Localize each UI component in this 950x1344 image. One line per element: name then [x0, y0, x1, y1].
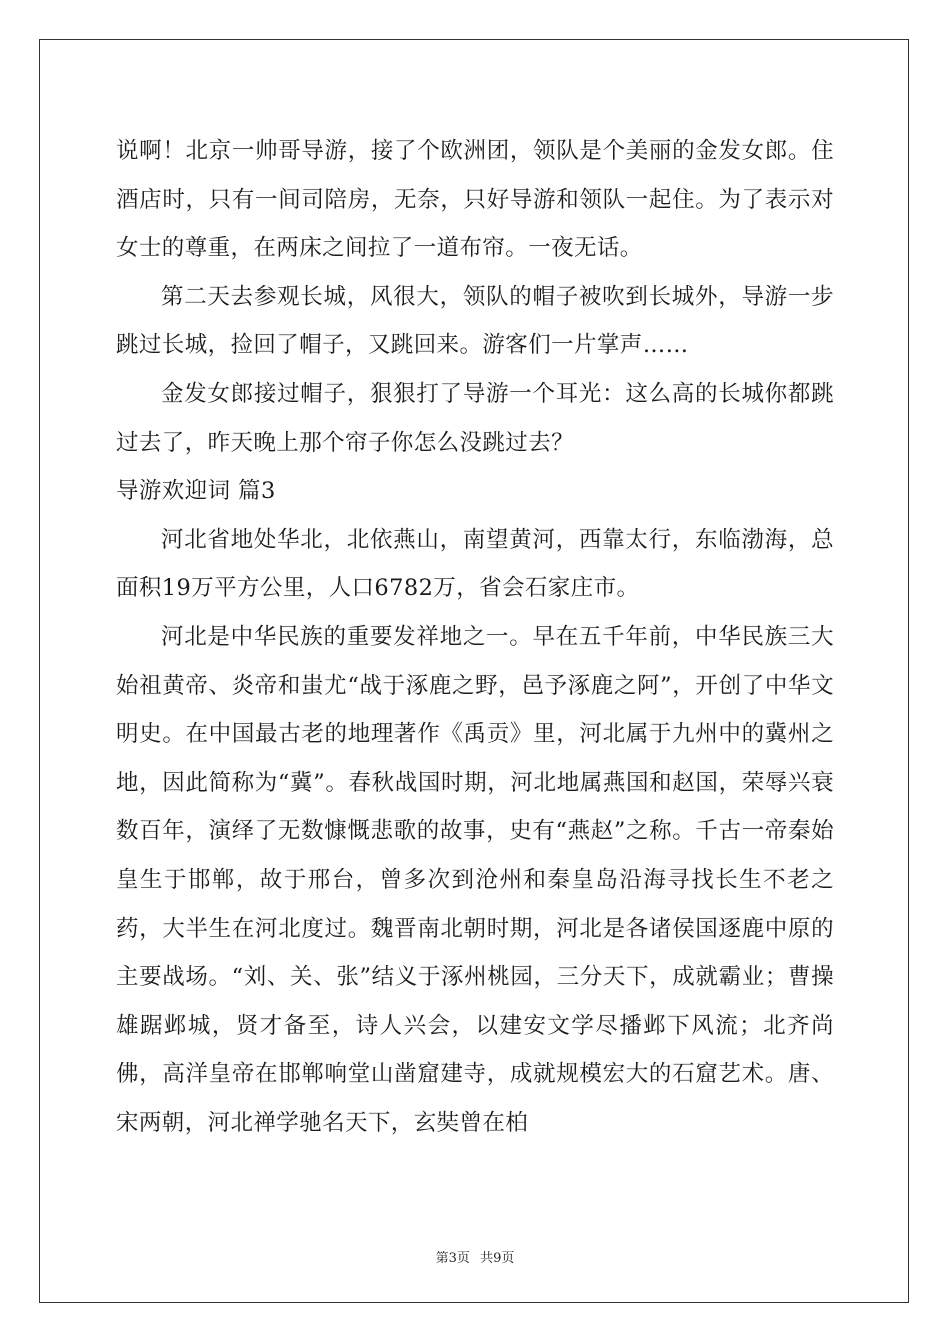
- section-heading: 导游欢迎词 篇3: [116, 478, 276, 505]
- page-total: 共9页: [480, 1251, 515, 1266]
- paragraph-5: 河北是中华民族的重要发祥地之一。早在五千年前，中华民族三大始祖黄帝、炎帝和蚩尤“战于涿鹿之野，邑予涿鹿之阿”，开创了中华文明史。在中国最古老的地理著作《禹贡》里，河北属于九州中的冀州之地，因此简称为“冀”。春秋战国时期，河北地属燕国和赵国，荣辱兴衰数百年，演绎了无数慷慨悲歌的故事，史有“燕赵”之称。千古一帝秦始皇生于邯郸，故于邢台，曾多次到沧州和秦皇岛沿海寻找长生不老之药，大半生在河北度过。魏晋南北朝时期，河北是各诸侯国逐鹿中原的主要战场。“刘、关、张”结义于涿州桃园，三分天下，成就霸业；曹操雄踞邺城，贤才备至，诗人兴会，以建安文学尽播邺下风流；北齐尚佛，高洋皇帝在邯郸响堂山凿窟建寺，成就规模宏大的石窟艺术。唐、宋两朝，河北禅学驰名天下，玄奘曾在柏: [116, 623, 834, 1136]
- paragraph-2: 第二天去参观长城，风很大，领队的帽子被吹到长城外，导游一步跳过长城，捡回了帽子，又跳回来。游客们一片掌声……: [116, 283, 834, 359]
- paragraph-4: 河北省地处华北，北依燕山，南望黄河，西靠太行，东临渤海，总面积19万平方公里，人口6782万，省会石家庄市。: [116, 526, 834, 602]
- paragraph-1: 说啊！北京一帅哥导游，接了个欧洲团，领队是个美丽的金发女郎。住酒店时，只有一间司陪房，无奈，只好导游和领队一起住。为了表示对女士的尊重，在两床之间拉了一道布帘。一夜无话。: [116, 138, 834, 262]
- page-number: 第3页: [435, 1251, 470, 1266]
- page-footer: [0, 1247, 950, 1266]
- paragraph-3: 金发女郎接过帽子，狠狠打了导游一个耳光：这么高的长城你都跳过去了，昨天晚上那个帘子你怎么没跳过去？: [116, 380, 834, 456]
- document-body: [116, 127, 834, 1147]
